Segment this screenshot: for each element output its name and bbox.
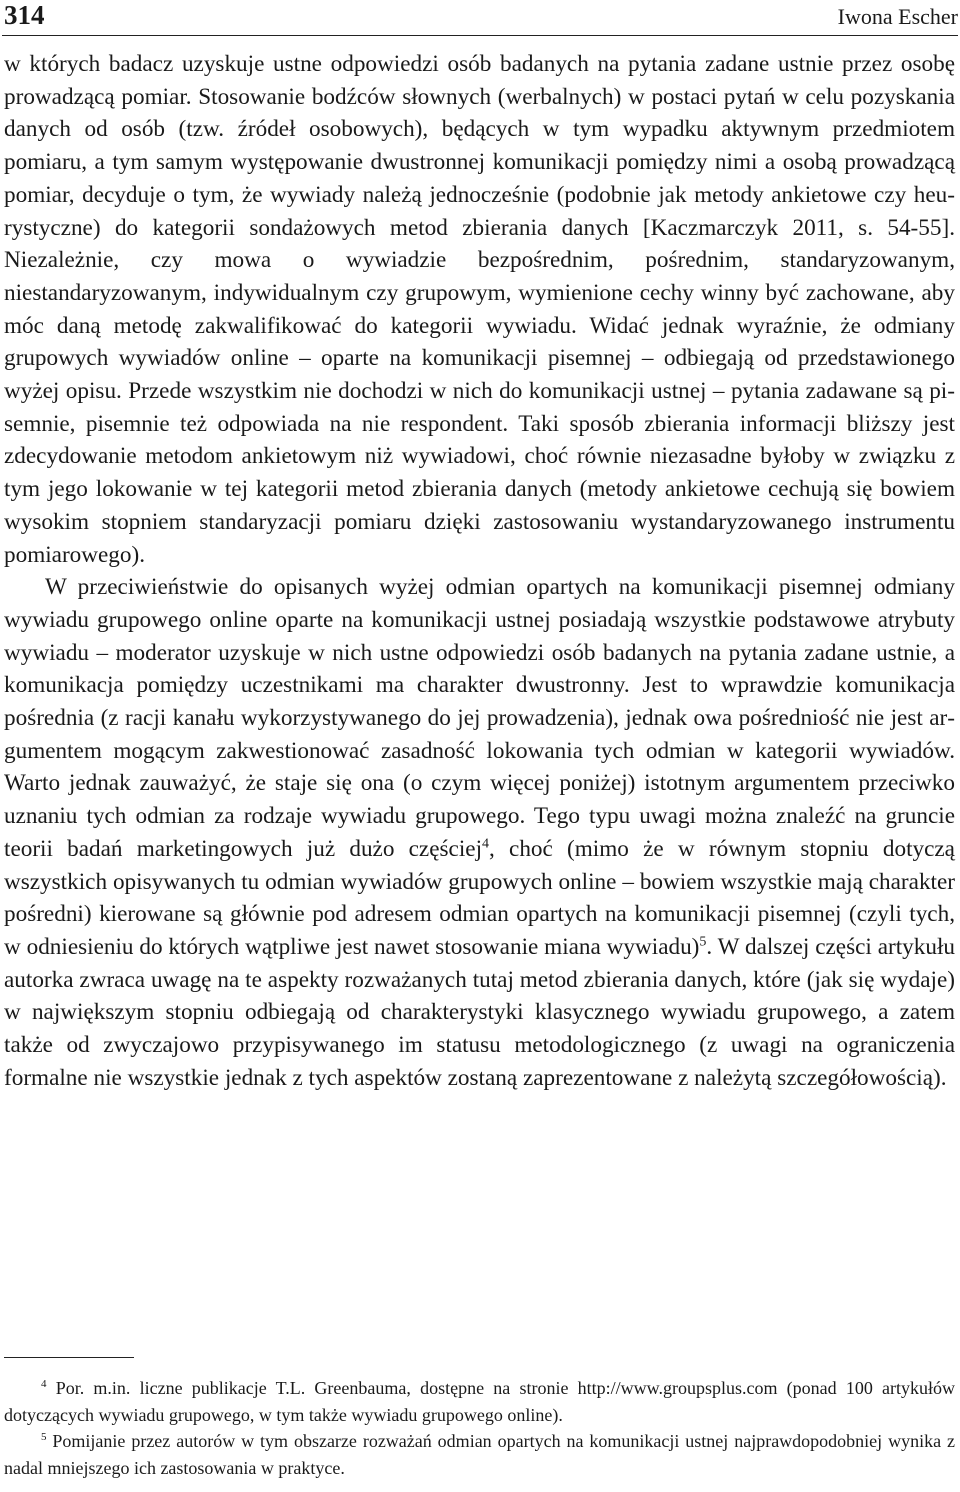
paragraph-text: . W dalszej części artykułu autorka zwraca uwagę na te aspekty rozważanych tutaj metod zbierania danych, które (jak się wydaje) w największym stopniu odbiegają od charakterystyki klasycznego wywiadu grupowego, a zatem także od zwyczajowo przypisywanego im statusu metodologicznego (z uwagi na ograniczenia formalne nie wszystkie jednak z tych aspektów zostaną zaprezentowane z należytą szczegółowością).: [4, 933, 955, 1091]
page-number: 314: [4, 0, 45, 30]
paragraph-text: W przeciwieństwie do opisanych wyżej odmian opartych na komunikacji pisemnej odmiany wywiadu grupowego online oparte na komunikacji ustnej posiadają wszystkie podstawowe atrybuty wywiadu – moderator uzyskuje w nich ustne odpowiedzi osób badanych na pytania zadane ustnie, a komunikacja pomiędzy uczestnikami ma charakter dwustronny. Jest to wprawdzie komunikacja pośrednia (z racji kanału wykorzystywanego do jej prowadzenia), jednak owa pośredniość nie jest argumentem mogącym zakwestionować zasadność lokowania tych odmian w kategorii wywiadów. Warto jednak zauważyć, że staje się ona (o czym więcej poniżej) istotnym argumentem przeciwko uznaniu tych odmian za rodzaje wywiadu grupowego. Tego typu uwagi można znaleźć na gruncie teorii badań marketingowych już dużo częściej: [4, 574, 955, 862]
footnote: [4, 1428, 955, 1481]
footnote-text: Pomijanie przez autorów w tym obszarze rozważań odmian opartych na komunikacji ustnej najprawdopodobniej wynika z nadal mniejszego ich zastosowania w praktyce.: [4, 1431, 955, 1478]
footnote-reference[interactable]: 4: [482, 836, 490, 852]
paragraph: [4, 571, 955, 1094]
footnote-text: Por. m.in. liczne publikacje T.L. Greenbauma, dostępne na stronie http://www.groupsplus.com (ponad 100 artykułów dotyczących wywiadu grupowego, w tym także wywiadu grupowego online).: [4, 1378, 955, 1425]
running-head-author: Iwona Escher: [837, 4, 958, 29]
body-text: [4, 48, 955, 1095]
footnote-separator: [4, 1357, 134, 1358]
footnote: [4, 1375, 955, 1428]
paragraph-text: w których badacz uzyskuje ustne odpowiedzi osób badanych na pytania zadane ustnie przez osobę prowadzącą pomiar. Stosowanie bodźców słownych (werbalnych) w postaci pytań w celu pozyskania danych od osób (tzw. źródeł osobowych), będących w tym wypadku aktywnym przedmiotem pomiaru, a tym samym występowanie dwustronnej komunikacji pomiędzy nimi a osobą prowadzącą pomiar, decyduje o tym, że wywiady należą jednocześnie (podobnie jak metody ankietowe czy heurystyczne) do kategorii sondażowych metod zbierania danych [Kaczmarczyk 2011, s. 54-55]. Niezależnie, czy mowa o wywiadzie bezpośrednim, pośrednim, standaryzowanym, niestandaryzowanym, indywidualnym czy grupowym, wymienione cechy winny być zachowane, aby móc daną metodę zakwalifikować do kategorii wywiadu. Widać jednak wyraźnie, że odmiany grupowych wywiadów online – oparte na komunikacji pisemnej – odbiegają od przedstawionego wyżej opisu. Przede wszystkim nie dochodzi w nich do komunikacji ustnej – pytania zadawane są pisemnie, pisemnie też odpowiada na nie respondent. Taki sposób zbierania informacji bliższy jest zdecydowanie metodom ankietowym niż wywiadowi, choć równie niezasadne byłoby w związku z tym jego lokowanie w tej kategorii metod zbierania danych (metody ankietowe cechują się bowiem wysokim stopniem standaryzacji pomiaru dzięki zastosowaniu wystandaryzowanego instrumentu pomiarowego).: [4, 51, 955, 568]
footnotes: [4, 1375, 955, 1481]
footnote-reference[interactable]: 5: [699, 934, 707, 950]
paragraph: [4, 48, 955, 571]
paragraph-text: , choć (mimo że w równym stopniu dotyczą wszystkich opisywanych tu odmian wywiadów grupowych online – bowiem wszystkie mają charakter pośredni) kierowane są głównie pod adresem odmian opartych na komunikacji pisemnej (czyli tych, w odniesieniu do których wątpliwe jest nawet stosowanie miana wywiadu): [4, 835, 955, 960]
page-header: [2, 2, 958, 32]
footnote-number: 4: [41, 1378, 47, 1390]
header-rule: [2, 35, 958, 36]
footnote-number: 5: [41, 1431, 47, 1444]
